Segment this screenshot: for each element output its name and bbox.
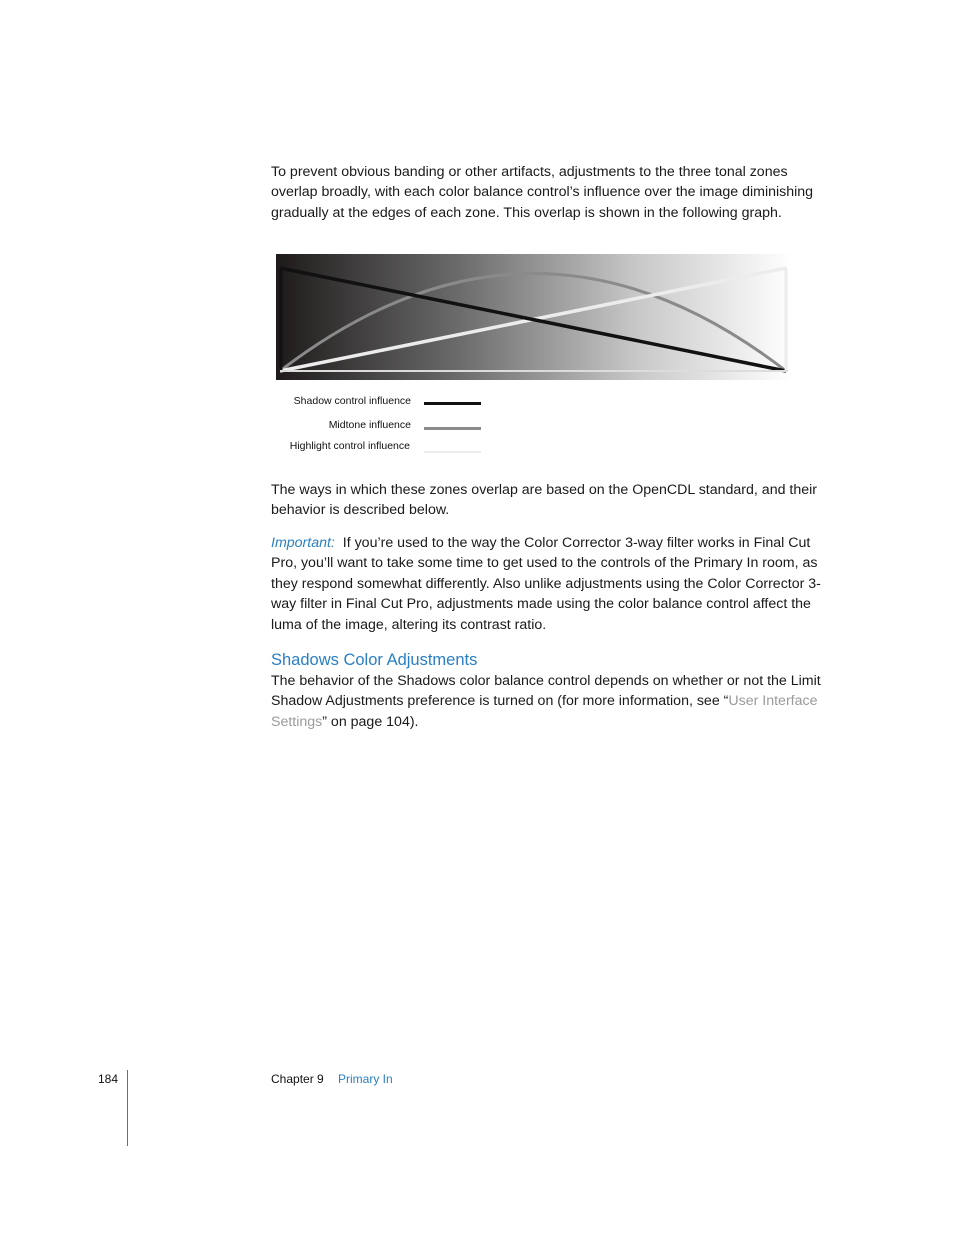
footer-rule xyxy=(127,1070,128,1146)
legend-highlight-swatch xyxy=(424,451,481,453)
footer-chapter-title[interactable]: Primary In xyxy=(338,1072,393,1086)
opencdl-paragraph: The ways in which these zones overlap are based on the OpenCDL standard, and their behavior is described below. xyxy=(271,482,818,519)
section-heading: Shadows Color Adjustments xyxy=(271,651,478,669)
tonal-zone-overlap-graph xyxy=(276,254,792,380)
legend-shadow-swatch xyxy=(424,402,481,405)
shadows-paragraph xyxy=(271,671,831,732)
important-note xyxy=(271,533,831,635)
legend-highlight-label: Highlight control influence xyxy=(289,440,410,452)
footer-chapter: Chapter 9 xyxy=(271,1072,324,1086)
legend-midtone-swatch xyxy=(424,427,481,430)
shadows-text-before: The behavior of the Shadows color balance control depends on whether or not the Limit Shadow Adjustments preference is turned on (for more information, see “ xyxy=(271,673,821,710)
legend-midtone-label: Midtone influence xyxy=(328,419,411,431)
important-label: Important: xyxy=(271,535,335,551)
legend-shadow-label: Shadow control influence xyxy=(293,395,411,407)
page-number: 184 xyxy=(98,1072,119,1086)
user-interface-settings-link[interactable]: User Interface Settings xyxy=(271,693,818,730)
important-text: If you’re used to the way the Color Corrector 3-way filter works in Final Cut Pro, you’ll want to take some time to get used to the controls of the Primary In room, as they respond somewhat differently. Also unlike adjustments using the Color Corrector 3-way filter in Final Cut Pro, adjustments made using the color balance control affect the luma of the image, altering its contrast ratio. xyxy=(271,535,821,633)
shadows-text-after: ” on page 104). xyxy=(322,713,419,730)
intro-paragraph: To prevent obvious banding or other artifacts, adjustments to the three tonal zones overlap broadly, with each color balance control’s influence over the image diminishing gradually at the edges of each zone. This overlap is shown in the following graph. xyxy=(271,164,814,221)
